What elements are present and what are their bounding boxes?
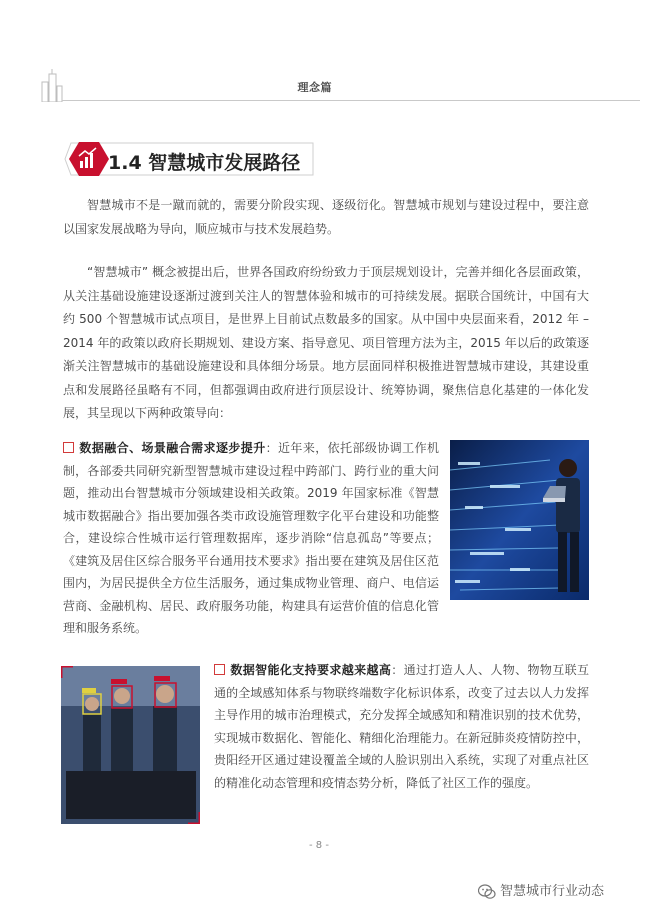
header-divider (62, 100, 640, 101)
bullet-heading: 数据智能化支持要求越来越高 (230, 663, 392, 677)
wechat-icon (478, 884, 496, 900)
bullet-text: ：通过打造人人、人物、物物互联互通的全域感知体系与物联终端数字化标识体系，改变了过去以人力发挥主导作用的城市治理模式，充分发挥全域感知和精准识别的技术优势，实现城市数据化、智能化、精细化治理能力。在新冠肺炎疫情防控中，贵阳经开区通过建设覆盖全域的人脸识别出入系统，实现了对重点社区的精准化动态管理和疫情态势分析，降低了社区工作的强度。 (214, 663, 589, 790)
section-heading (63, 141, 318, 177)
wechat-watermark (478, 880, 604, 900)
watermark-text: 智慧城市行业动态 (500, 884, 605, 899)
bullet-square-icon (63, 442, 74, 453)
bullet-data-intelligence (214, 659, 589, 794)
header-section-label: 理念篇 (297, 81, 332, 94)
bullet-heading: 数据融合、场景融合需求逐步提升 (79, 441, 266, 455)
smart-city-person-image (450, 440, 589, 600)
paragraph-policy: “智慧城市” 概念被提出后，世界各国政府纷纷致力于顶层规划设计，完善并细化各层面政策，从关注基础设施建设逐渐过渡到关注人的智慧体验和城市的可持续发展。据联合国统计，中国有大约 500 个智慧城市试点项目，是世界上目前试点数最多的国家。从中国中央层面来看，2012 年 –2014 年的政策以政府长期规划、建设方案、指导意见、项目管理方法为主，2015 年以后的政策逐渐关注智慧城市的基础设施建设和具体细分场景。地方层面同样积极推进智慧城市建设，其建设重点和发展路径虽略有不同，但都强调由政府进行顶层设计、统筹协调，聚焦信息化基建的一体化发展，其呈现以下两种政策导向： (63, 265, 589, 420)
paragraph-intro: 智慧城市不是一蹴而就的，需要分阶段实现、逐级衍化。智慧城市规划与建设过程中，要注意以国家发展战略为导向，顺应城市与技术发展趋势。 (63, 198, 589, 236)
section-title-text: 智慧城市发展路径 (148, 152, 301, 174)
building-logo-icon (36, 68, 66, 102)
section-title (108, 148, 300, 175)
section-number: 1.4 (108, 152, 142, 174)
bullet-square-icon (214, 664, 225, 675)
bullet-data-fusion (63, 437, 439, 640)
bullet-text: ：近年来，依托部级协调工作机制，各部委共同研究新型智慧城市建设过程中跨部门、跨行业的重大问题，推动出台智慧城市分领域建设相关政策。2019 年国家标准《智慧城市数据融合》指出要加强各类市政设施管理数字化平台建设和功能整合，建设综合性城市运行管理数据库，逐步消除“信息孤岛”等要点；《建筑及居住区综合服务平台通用技术要求》指出要在建筑及居住区范围内，为居民提供全方位生活服务，通过集成物业管理、商户、电信运营商、金融机构、居民、政府服务功能，构建具有运营价值的信息化管理和服务系统。 (63, 441, 439, 635)
page-number: - 8 - (309, 840, 329, 851)
face-recognition-image (61, 666, 200, 824)
